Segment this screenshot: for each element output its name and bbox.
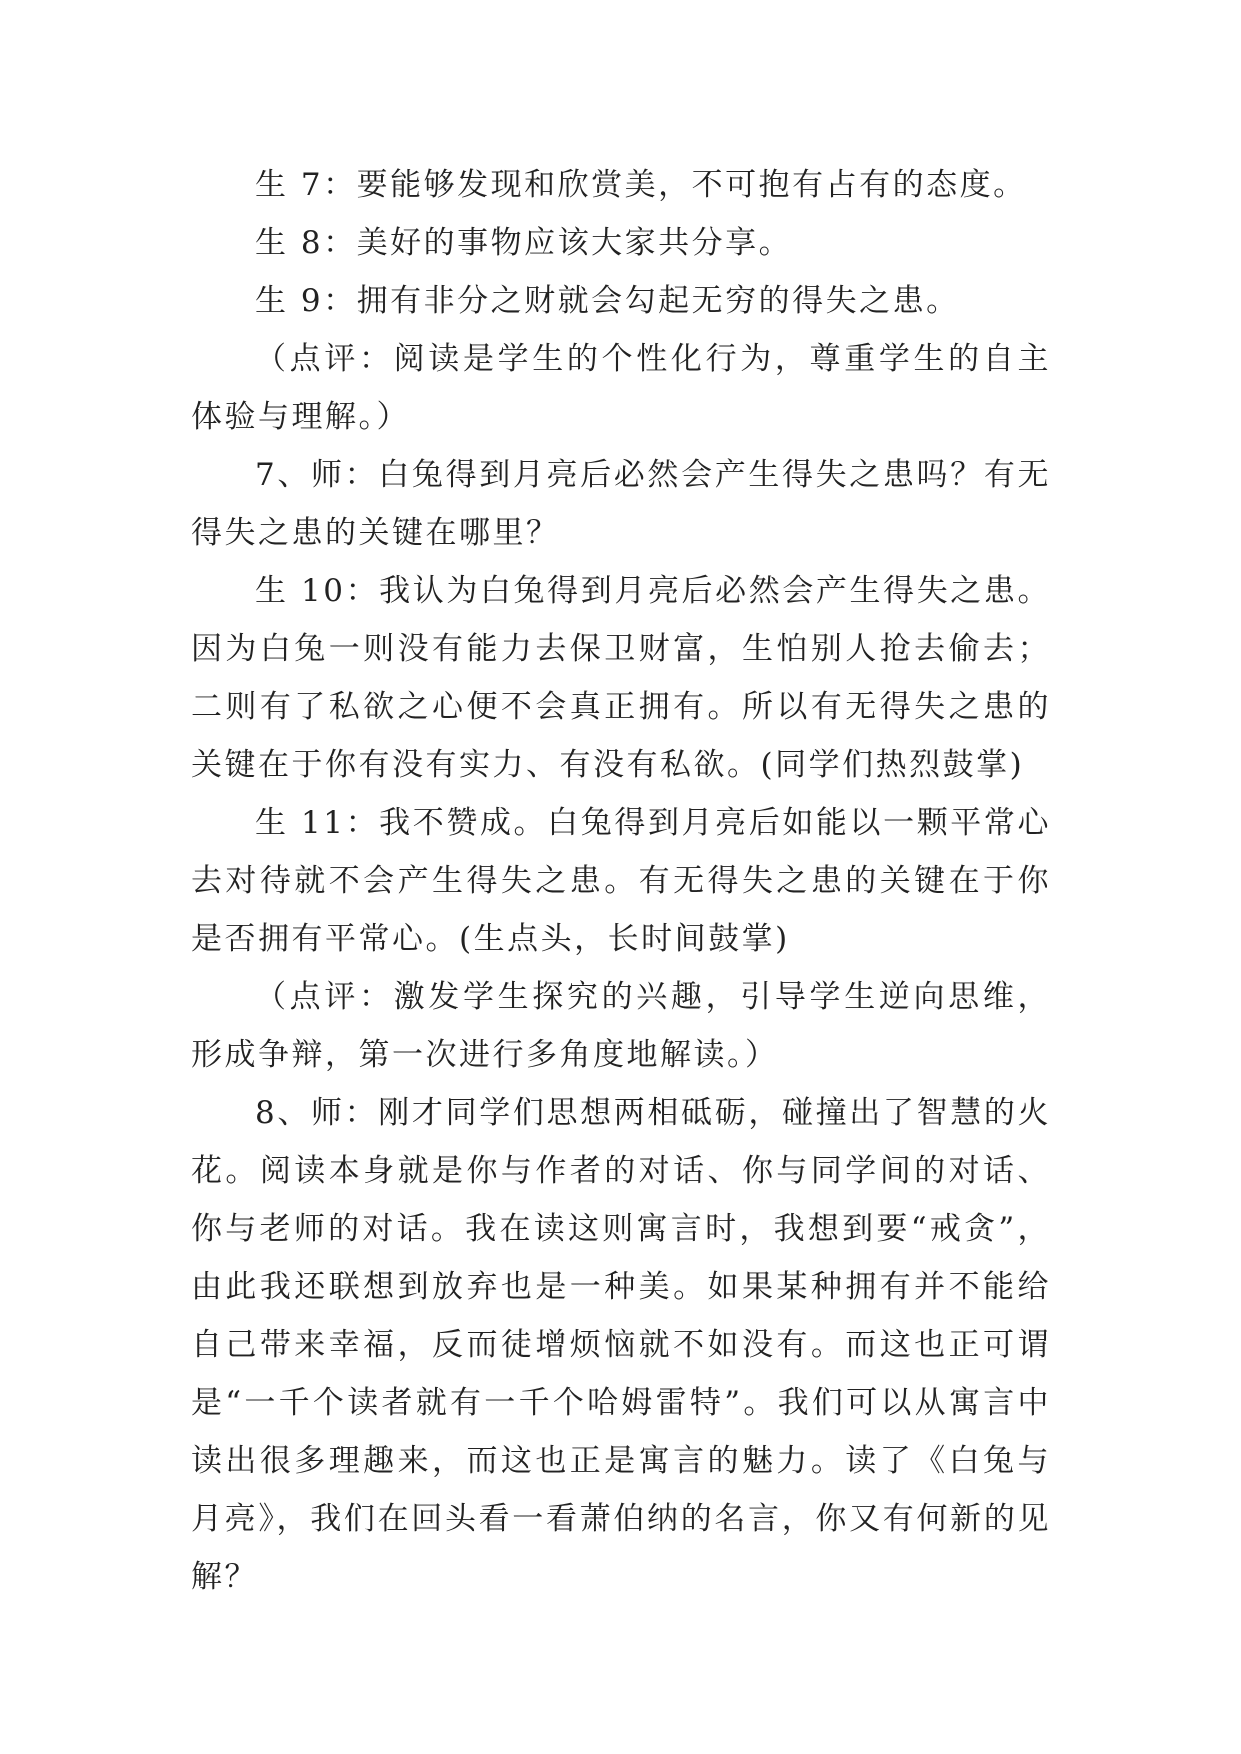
paragraph-student-7: 生 7：要能够发现和欣赏美，不可抱有占有的态度。 <box>255 167 1027 203</box>
paragraph-teacher-8: 8、师：刚才同学们思想两相砥砺，碰撞出了智慧的火花。阅读本身就是你与作者的对话、你与同学间的对话、你与老师的对话。我在读这则寓言时，我想到要“戒贪”，由此我还联想到放弃也是一种美。如果某种拥有并不能给自己带来幸福，反而徒增烦恼就不如没有。而这也正可谓是“一千个读者就有一千个哈姆雷特”。我们可以从寓言中读出很多理趣来，而这也正是寓言的魅力。读了《白兔与月亮》，我们在回头看一看萧伯纳的名言，你又有何新的见解？ <box>191 1095 1051 1595</box>
paragraph-student-11: 生 11：我不赞成。白兔得到月亮后如能以一颗平常心去对待就不会产生得失之患。有无得失之患的关键在于你是否拥有平常心。(生点头，长时间鼓掌) <box>191 805 1051 957</box>
paragraph-student-8: 生 8：美好的事物应该大家共分享。 <box>255 225 793 261</box>
paragraph-teacher-7: 7、师：白兔得到月亮后必然会产生得失之患吗？有无得失之患的关键在哪里？ <box>191 457 1051 551</box>
paragraph-student-10: 生 10：我认为白兔得到月亮后必然会产生得失之患。因为白兔一则没有能力去保卫财富，生怕别人抢去偷去；二则有了私欲之心便不会真正拥有。所以有无得失之患的关键在于你有没有实力、有没有私欲。(同学们热烈鼓掌) <box>191 573 1051 783</box>
paragraph-student-9: 生 9：拥有非分之财就会勾起无穷的得失之患。 <box>255 283 960 319</box>
document-body <box>191 156 1051 1606</box>
paragraph-comment-2: （点评：激发学生探究的兴趣，引导学生逆向思维，形成争辩，第一次进行多角度地解读。） <box>191 979 1051 1073</box>
paragraph-comment-1: （点评：阅读是学生的个性化行为，尊重学生的自主体验与理解。） <box>191 341 1051 435</box>
